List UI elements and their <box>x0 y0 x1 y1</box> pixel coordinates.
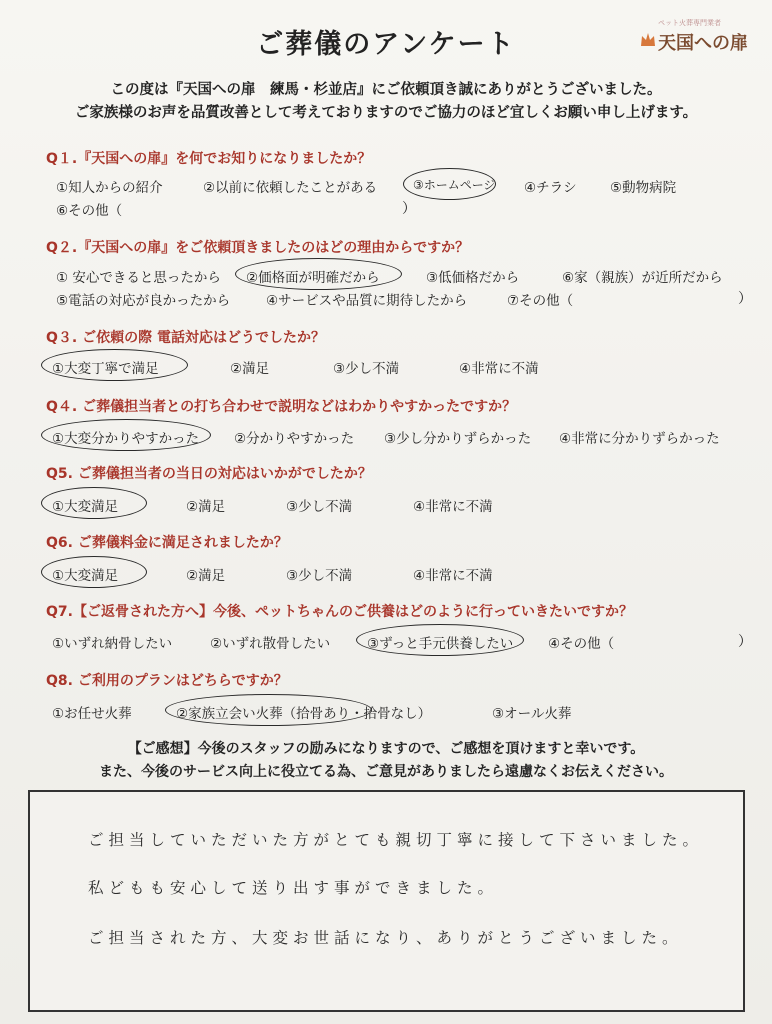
q6-option-3[interactable]: ③少し不満 <box>286 568 353 584</box>
q5-option-1[interactable]: ①大変満足 <box>52 499 119 515</box>
q7-option-3[interactable]: ③ずっと手元供養したい <box>367 636 514 652</box>
q5-option-3[interactable]: ③少し不満 <box>286 499 353 515</box>
q5-option-4[interactable]: ④非常に不満 <box>413 499 493 515</box>
q1-option-2[interactable]: ②以前に依頼したことがある <box>203 180 378 196</box>
q5-selected-circle <box>41 487 147 519</box>
q1-option-1[interactable]: ①知人からの紹介 <box>56 180 163 196</box>
q4-option-3[interactable]: ③少し分かりずらかった <box>384 431 532 447</box>
q6-option-1[interactable]: ①大変満足 <box>52 568 119 584</box>
comment-line-1: ご担当していただいた方がとても親切丁寧に接して下さいました。 <box>88 831 704 849</box>
q4-selected-circle <box>41 419 211 451</box>
q2-selected-circle <box>235 258 402 290</box>
q2-option-5[interactable]: ⑤電話の対応が良かったから <box>56 293 231 309</box>
q8-option-3[interactable]: ③オール火葬 <box>492 706 572 722</box>
q6-option-4[interactable]: ④非常に不満 <box>413 568 493 584</box>
question-1: Q１.『天国への扉』を何でお知りになりましたか？ <box>46 151 372 167</box>
q3-option-1[interactable]: ①大変丁寧で満足 <box>52 361 159 377</box>
question-6: Q6. ご葬儀料金に満足されましたか？ <box>46 535 288 551</box>
q2-option-3[interactable]: ③低価格だから <box>426 270 520 286</box>
q2-option-7[interactable]: ⑦その他（ <box>507 293 574 309</box>
intro-line-2: ご家族様のお声を品質改善として考えておりますのでご協力のほど宜しくお願い申し上げます。 <box>74 105 698 121</box>
q7-option-4[interactable]: ④その他（ <box>548 636 615 652</box>
q3-selected-circle <box>41 349 188 381</box>
q4-option-4[interactable]: ④非常に分かりずらかった <box>559 431 720 447</box>
q2-option-6[interactable]: ⑥家（親族）が近所だから <box>562 270 723 286</box>
q4-option-2[interactable]: ②分かりやすかった <box>234 431 355 447</box>
comment-box[interactable] <box>28 790 745 1012</box>
q8-selected-circle <box>165 694 372 726</box>
question-8: Q8. ご利用のプランはどちらですか？ <box>46 673 288 689</box>
question-7: Q7.【ご返骨された方へ】今後、ペットちゃんのご供養はどのように行っていきたいですか？ <box>46 604 633 620</box>
crown-icon <box>640 30 656 48</box>
q6-selected-circle <box>41 556 147 588</box>
q4-option-1[interactable]: ①大変分かりやすかった <box>52 431 200 447</box>
logo-tagline: ペット火葬専門業者 <box>658 19 721 27</box>
q2-option-1[interactable]: ① 安心できると思ったから <box>56 270 221 286</box>
question-5: Q5. ご葬儀担当者の当日の対応はいかがでしたか？ <box>46 466 372 482</box>
q3-option-4[interactable]: ④非常に不満 <box>459 361 539 377</box>
comment-line-3: ご担当された方、大変お世話になり、ありがとうございました。 <box>88 929 683 947</box>
q7-option-2[interactable]: ②いずれ散骨したい <box>210 636 331 652</box>
comment-prompt-line-2: また、今後のサービス向上に役立てる為、ご意見がありましたら遠慮なくお伝えください。 <box>99 764 673 780</box>
q7-other-close: ） <box>738 634 752 650</box>
comment-line-2: 私どもも安心して送り出す事ができました。 <box>88 879 499 897</box>
q1-option-3[interactable]: ③ホームページ <box>413 178 496 192</box>
question-2: Q２.『天国への扉』をご依頼頂きましたのはどの理由からですか？ <box>46 240 470 256</box>
page-title: ご葬儀のアンケート <box>256 29 516 60</box>
q1-option-4[interactable]: ④チラシ <box>524 180 577 196</box>
q3-option-3[interactable]: ③少し不満 <box>333 361 400 377</box>
q3-option-2[interactable]: ②満足 <box>230 361 270 377</box>
question-3: Q３. ご依頼の際 電話対応はどうでしたか？ <box>46 330 325 346</box>
q1-option-6[interactable]: ⑥その他（ <box>56 203 123 219</box>
q8-option-2[interactable]: ②家族立会い火葬（拾骨あり・拾骨なし） <box>176 706 432 722</box>
q7-selected-circle <box>356 624 524 656</box>
question-4: Q４. ご葬儀担当者との打ち合わせで説明などはわかりやすかったですか？ <box>46 399 517 415</box>
q7-option-1[interactable]: ①いずれ納骨したい <box>52 636 173 652</box>
logo-name: 天国への扉 <box>658 33 748 54</box>
q5-option-2[interactable]: ②満足 <box>186 499 226 515</box>
q1-option-5[interactable]: ⑤動物病院 <box>610 180 677 196</box>
q1-other-close: ） <box>402 201 416 217</box>
comment-prompt-line-1: 【ご感想】今後のスタッフの励みになりますので、ご感想を頂けますと幸いです。 <box>127 741 645 757</box>
logo <box>636 18 756 58</box>
q2-option-2[interactable]: ②価格面が明確だから <box>246 270 380 286</box>
q2-other-close: ） <box>738 291 752 307</box>
q2-option-4[interactable]: ④サービスや品質に期待したから <box>266 293 468 309</box>
intro-line-1: この度は『天国への扉 練馬・杉並店』にご依頼頂き誠にありがとうございました。 <box>110 82 662 98</box>
q8-option-1[interactable]: ①お任せ火葬 <box>52 706 132 722</box>
q6-option-2[interactable]: ②満足 <box>186 568 226 584</box>
q1-selected-circle <box>403 168 496 200</box>
